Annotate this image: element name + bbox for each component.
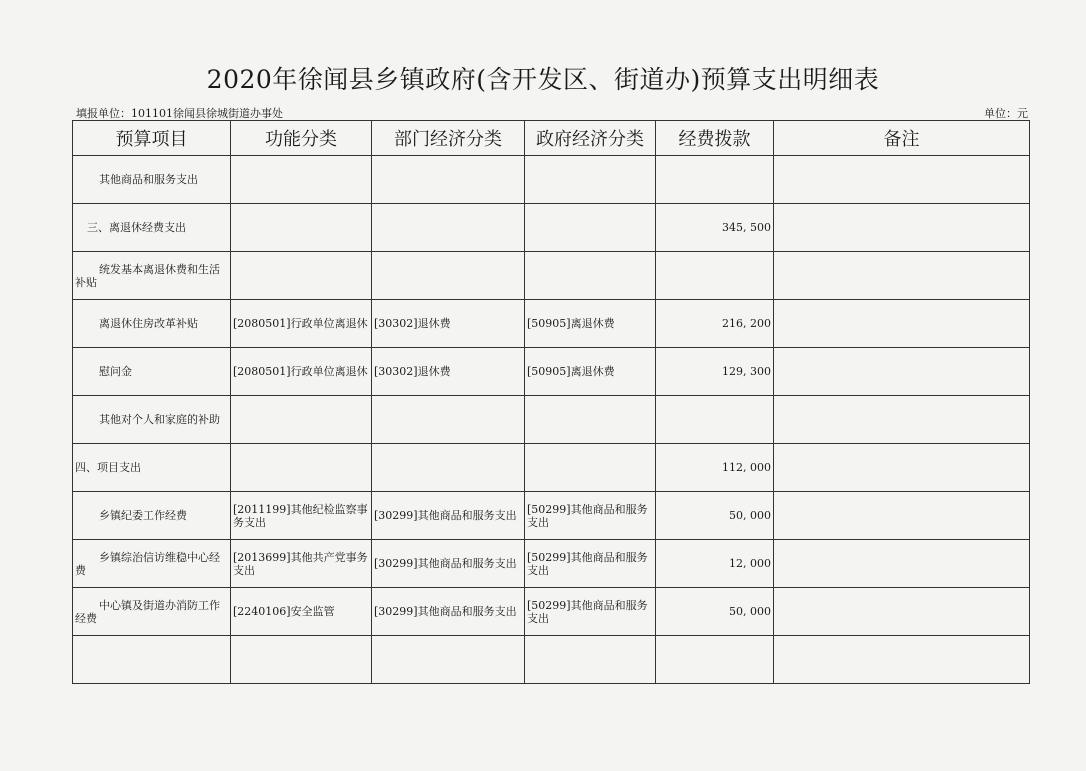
cell-amount [656, 156, 774, 204]
table-row [73, 204, 1030, 252]
cell-amount: 112, 000 [656, 444, 774, 492]
cell-note [774, 492, 1030, 540]
cell-gov [525, 204, 656, 252]
cell-amount: 12, 000 [656, 540, 774, 588]
cell-note [774, 588, 1030, 636]
cell-note [774, 636, 1030, 684]
header-dept-econ-class: 部门经济分类 [372, 121, 525, 156]
cell-dept [372, 156, 525, 204]
table-row [73, 588, 1030, 636]
cell-amount: 50, 000 [656, 588, 774, 636]
cell-dept: [30299]其他商品和服务支出 [372, 588, 525, 636]
table-row [73, 156, 1030, 204]
cell-gov [525, 396, 656, 444]
cell-func [231, 156, 372, 204]
cell-gov [525, 636, 656, 684]
cell-note [774, 348, 1030, 396]
cell-item: 离退休住房改革补贴 [73, 300, 231, 348]
cell-amount: 129, 300 [656, 348, 774, 396]
cell-amount: 216, 200 [656, 300, 774, 348]
table-row [73, 300, 1030, 348]
cell-amount [656, 252, 774, 300]
cell-dept: [30299]其他商品和服务支出 [372, 492, 525, 540]
table-row [73, 492, 1030, 540]
cell-note [774, 444, 1030, 492]
header-budget-item: 预算项目 [73, 121, 231, 156]
cell-item: 乡镇纪委工作经费 [73, 492, 231, 540]
header-function-class: 功能分类 [231, 121, 372, 156]
cell-gov [525, 252, 656, 300]
cell-item: 慰问金 [73, 348, 231, 396]
cell-func [231, 444, 372, 492]
cell-note [774, 252, 1030, 300]
table-row [73, 636, 1030, 684]
cell-gov [525, 444, 656, 492]
cell-func: [2080501]行政单位离退休 [231, 300, 372, 348]
cell-item [73, 636, 231, 684]
cell-gov: [50905]离退休费 [525, 300, 656, 348]
cell-gov: [50299]其他商品和服务支出 [525, 588, 656, 636]
cell-amount [656, 396, 774, 444]
cell-item: 中心镇及街道办消防工作经费 [73, 588, 231, 636]
cell-gov [525, 156, 656, 204]
table-row [73, 540, 1030, 588]
cell-dept [372, 444, 525, 492]
header-appropriation: 经费拨款 [656, 121, 774, 156]
cell-note [774, 204, 1030, 252]
cell-dept: [30302]退休费 [372, 300, 525, 348]
cell-item: 统发基本离退休费和生活补贴 [73, 252, 231, 300]
currency-unit-label: 单位：元 [984, 107, 1028, 120]
cell-item: 乡镇综治信访维稳中心经费 [73, 540, 231, 588]
cell-item: 其他对个人和家庭的补助 [73, 396, 231, 444]
cell-amount [656, 636, 774, 684]
cell-amount: 345, 500 [656, 204, 774, 252]
cell-note [774, 540, 1030, 588]
cell-func: [2011199]其他纪检监察事务支出 [231, 492, 372, 540]
cell-dept [372, 396, 525, 444]
cell-gov: [50905]离退休费 [525, 348, 656, 396]
cell-dept: [30302]退休费 [372, 348, 525, 396]
table-header-row [73, 121, 1030, 156]
header-gov-econ-class: 政府经济分类 [525, 121, 656, 156]
cell-item: 三、离退休经费支出 [73, 204, 231, 252]
cell-func: [2240106]安全监管 [231, 588, 372, 636]
budget-expense-table [72, 120, 1030, 684]
cell-gov: [50299]其他商品和服务支出 [525, 540, 656, 588]
table-row [73, 444, 1030, 492]
cell-func [231, 204, 372, 252]
page-title: 2020年徐闻县乡镇政府(含开发区、街道办)预算支出明细表 [206, 65, 880, 94]
cell-dept [372, 204, 525, 252]
table-row [73, 348, 1030, 396]
cell-func: [2013699]其他共产党事务支出 [231, 540, 372, 588]
cell-note [774, 396, 1030, 444]
cell-func [231, 636, 372, 684]
cell-dept [372, 636, 525, 684]
cell-gov: [50299]其他商品和服务支出 [525, 492, 656, 540]
table-row [73, 252, 1030, 300]
table-row [73, 396, 1030, 444]
cell-func [231, 252, 372, 300]
cell-item: 四、项目支出 [73, 444, 231, 492]
cell-item: 其他商品和服务支出 [73, 156, 231, 204]
cell-dept [372, 252, 525, 300]
reporting-unit-label: 填报单位：101101徐闻县徐城街道办事处 [76, 107, 283, 120]
header-remarks: 备注 [774, 121, 1030, 156]
cell-amount: 50, 000 [656, 492, 774, 540]
cell-func [231, 396, 372, 444]
cell-dept: [30299]其他商品和服务支出 [372, 540, 525, 588]
cell-note [774, 300, 1030, 348]
cell-note [774, 156, 1030, 204]
cell-func: [2080501]行政单位离退休 [231, 348, 372, 396]
